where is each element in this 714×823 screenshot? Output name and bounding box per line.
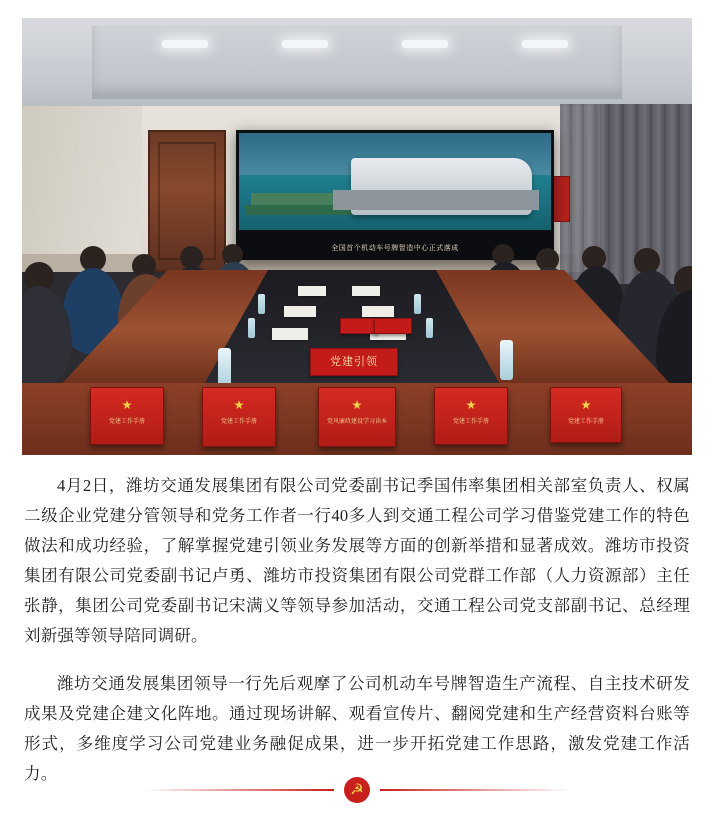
water-bottle [258, 294, 265, 314]
table-document [284, 306, 316, 317]
table-document [352, 286, 380, 296]
red-book [434, 387, 508, 445]
table-document [272, 328, 308, 340]
projection-screen [236, 130, 554, 260]
red-book-title: 党建工作手册 [220, 419, 257, 425]
water-bottle [218, 348, 231, 388]
left-wall-panel [22, 106, 142, 266]
divider-line-left [144, 789, 334, 791]
table-placard-small [374, 318, 412, 334]
divider-line-right [380, 789, 570, 791]
hammer-sickle-glyph: ☭ [350, 780, 364, 799]
meeting-room-photo [22, 18, 692, 455]
photo-scene [22, 18, 692, 455]
paragraph-2: 潍坊交通发展集团领导一行先后观摩了公司机动车号牌智造生产流程、自主技术研发成果及党建企建文化阵地。通过现场讲解、观看宣传片、翻阅党建和生产经营资料台账等形式，多维度学习公司党建业务融促成果，进一步开拓党建工作思路，激发党建工作活力。 [24, 674, 690, 783]
red-book-title: 党建工作手册 [567, 419, 604, 425]
red-book [90, 387, 164, 445]
red-book-title: 党风廉政建设学习读本 [326, 419, 387, 425]
party-emblem-icon [344, 777, 370, 803]
ceiling-light [282, 40, 328, 48]
red-book [550, 387, 622, 443]
water-bottle [414, 294, 421, 314]
water-bottle [426, 318, 433, 338]
water-bottle [248, 318, 255, 338]
red-book-title: 党建工作手册 [452, 419, 489, 425]
ceiling-light [402, 40, 448, 48]
ceiling-light [162, 40, 208, 48]
red-book [202, 387, 276, 447]
ceiling-light [522, 40, 568, 48]
section-divider [0, 773, 714, 807]
table-placard-small [340, 318, 378, 334]
paragraph-1: 4月2日，潍坊交通发展集团有限公司党委副书记季国伟率集团相关部室负责人、权属二级企业党建分管领导和党务工作者一行40多人到交通工程公司学习借鉴党建工作的特色做法和成功经验，了解掌握党建引领业务发展等方面的创新举措和显著成效。潍坊市投资集团有限公司党委副书记卢勇、潍坊市投资集团有限公司党群工作部（人力资源部）主任张静，集团公司党委副书记宋满义等领导参加活动，交通工程公司党支部副书记、总经理刘新强等领导陪同调研。 [24, 476, 690, 645]
water-bottle [500, 340, 513, 380]
table-document [362, 306, 394, 317]
article-page [0, 18, 714, 823]
ceiling-inset [92, 26, 622, 99]
red-book-title: 党建工作手册 [108, 419, 145, 425]
article-body [0, 455, 714, 789]
table-placard: 党建引领 [310, 348, 398, 376]
table-document [298, 286, 326, 296]
red-book [318, 387, 396, 447]
screen-caption-text: 全国首个机动车号牌智造中心正式落成 [331, 245, 459, 252]
screen-ship-hull [333, 190, 539, 210]
